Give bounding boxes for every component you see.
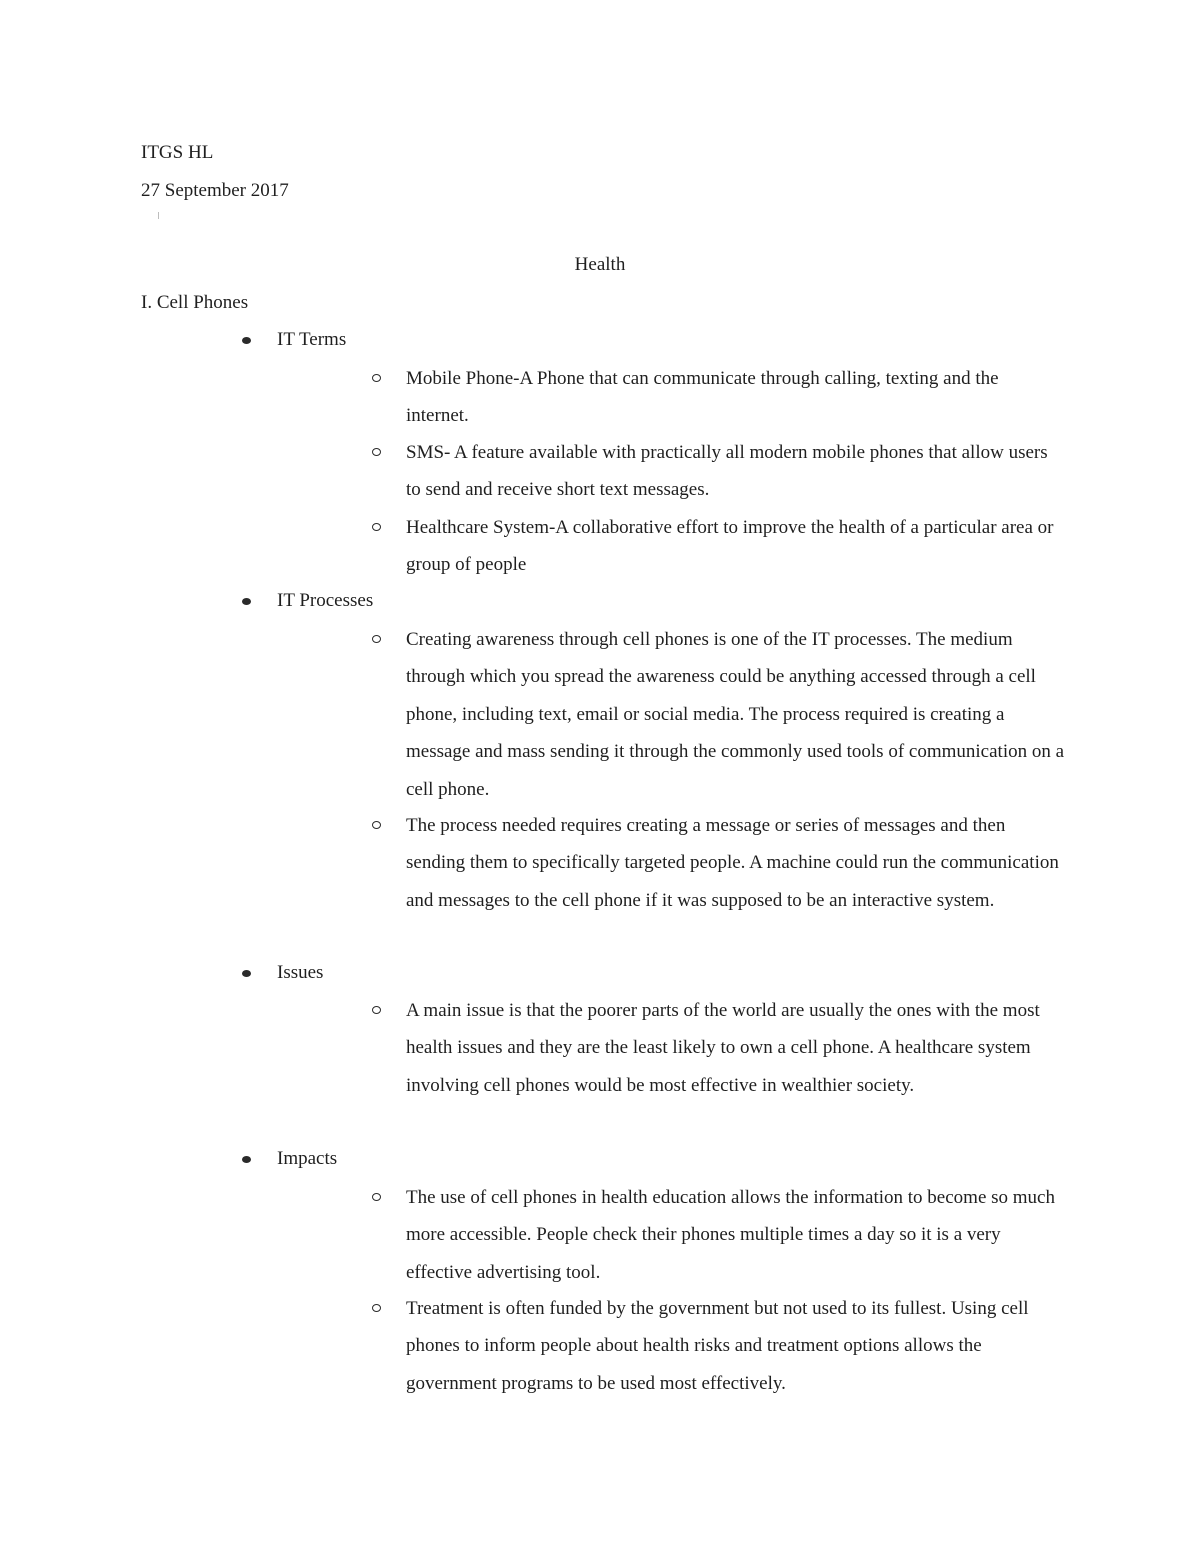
circle-bullet-icon (372, 523, 381, 531)
list-item-creating-awareness: Creating awareness through cell phones is one of the IT processes. The medium through which you spread the awareness could be anything accessed through a cell phone, including text, email or social media. The process required is creating a message and mass sending it through the commonly used tools of communication on a cell phone. (406, 629, 1065, 800)
list-item-sms: SMS- A feature available with practically all modern mobile phones that allow users to send and receive short text messages. (406, 442, 1048, 501)
list-item-healthcare-system: Healthcare System-A collaborative effort to improve the health of a particular area or group of people (406, 517, 1054, 576)
list-item-process-needed: The process needed requires creating a message or series of messages and then sending them to specifically targeted people. A machine could run the communication and messages to the cell phone if it was supposed to be an interactive system. (406, 815, 1059, 911)
circle-bullet-icon (372, 1006, 381, 1014)
bullet-icon (242, 337, 251, 344)
document-title: Health (574, 254, 626, 275)
circle-bullet-icon (372, 374, 381, 382)
list-item-treatment-funding: Treatment is often funded by the government but not used to its fullest. Using cell phones to inform people about health risks and treatment options allows the government programs to be used most effectively. (406, 1298, 1029, 1394)
list-item-main-issue: A main issue is that the poorer parts of the world are usually the ones with the most health issues and they are the least likely to own a cell phone. A healthcare system involving cell phones would be most effective in wealthier society. (406, 1000, 1040, 1096)
list-item-mobile-phone: Mobile Phone-A Phone that can communicate through calling, texting and the internet. (406, 368, 999, 427)
group-label-issues: Issues (277, 962, 324, 983)
course-name: ITGS HL (141, 142, 214, 163)
cursor-mark (158, 212, 159, 219)
bullet-icon (242, 970, 251, 977)
document-date: 27 September 2017 (141, 180, 289, 201)
circle-bullet-icon (372, 635, 381, 643)
group-label-it-processes: IT Processes (277, 590, 374, 611)
group-label-impacts: Impacts (277, 1148, 338, 1169)
bullet-icon (242, 598, 251, 605)
list-item-health-education: The use of cell phones in health education allows the information to become so much more accessible. People check their phones multiple times a day so it is a very effective advertising tool. (406, 1187, 1055, 1283)
bullet-icon (242, 1156, 251, 1163)
group-label-it-terms: IT Terms (277, 329, 347, 350)
circle-bullet-icon (372, 1193, 381, 1201)
circle-bullet-icon (372, 1304, 381, 1312)
section-heading: I. Cell Phones (141, 292, 249, 313)
circle-bullet-icon (372, 821, 381, 829)
circle-bullet-icon (372, 448, 381, 456)
